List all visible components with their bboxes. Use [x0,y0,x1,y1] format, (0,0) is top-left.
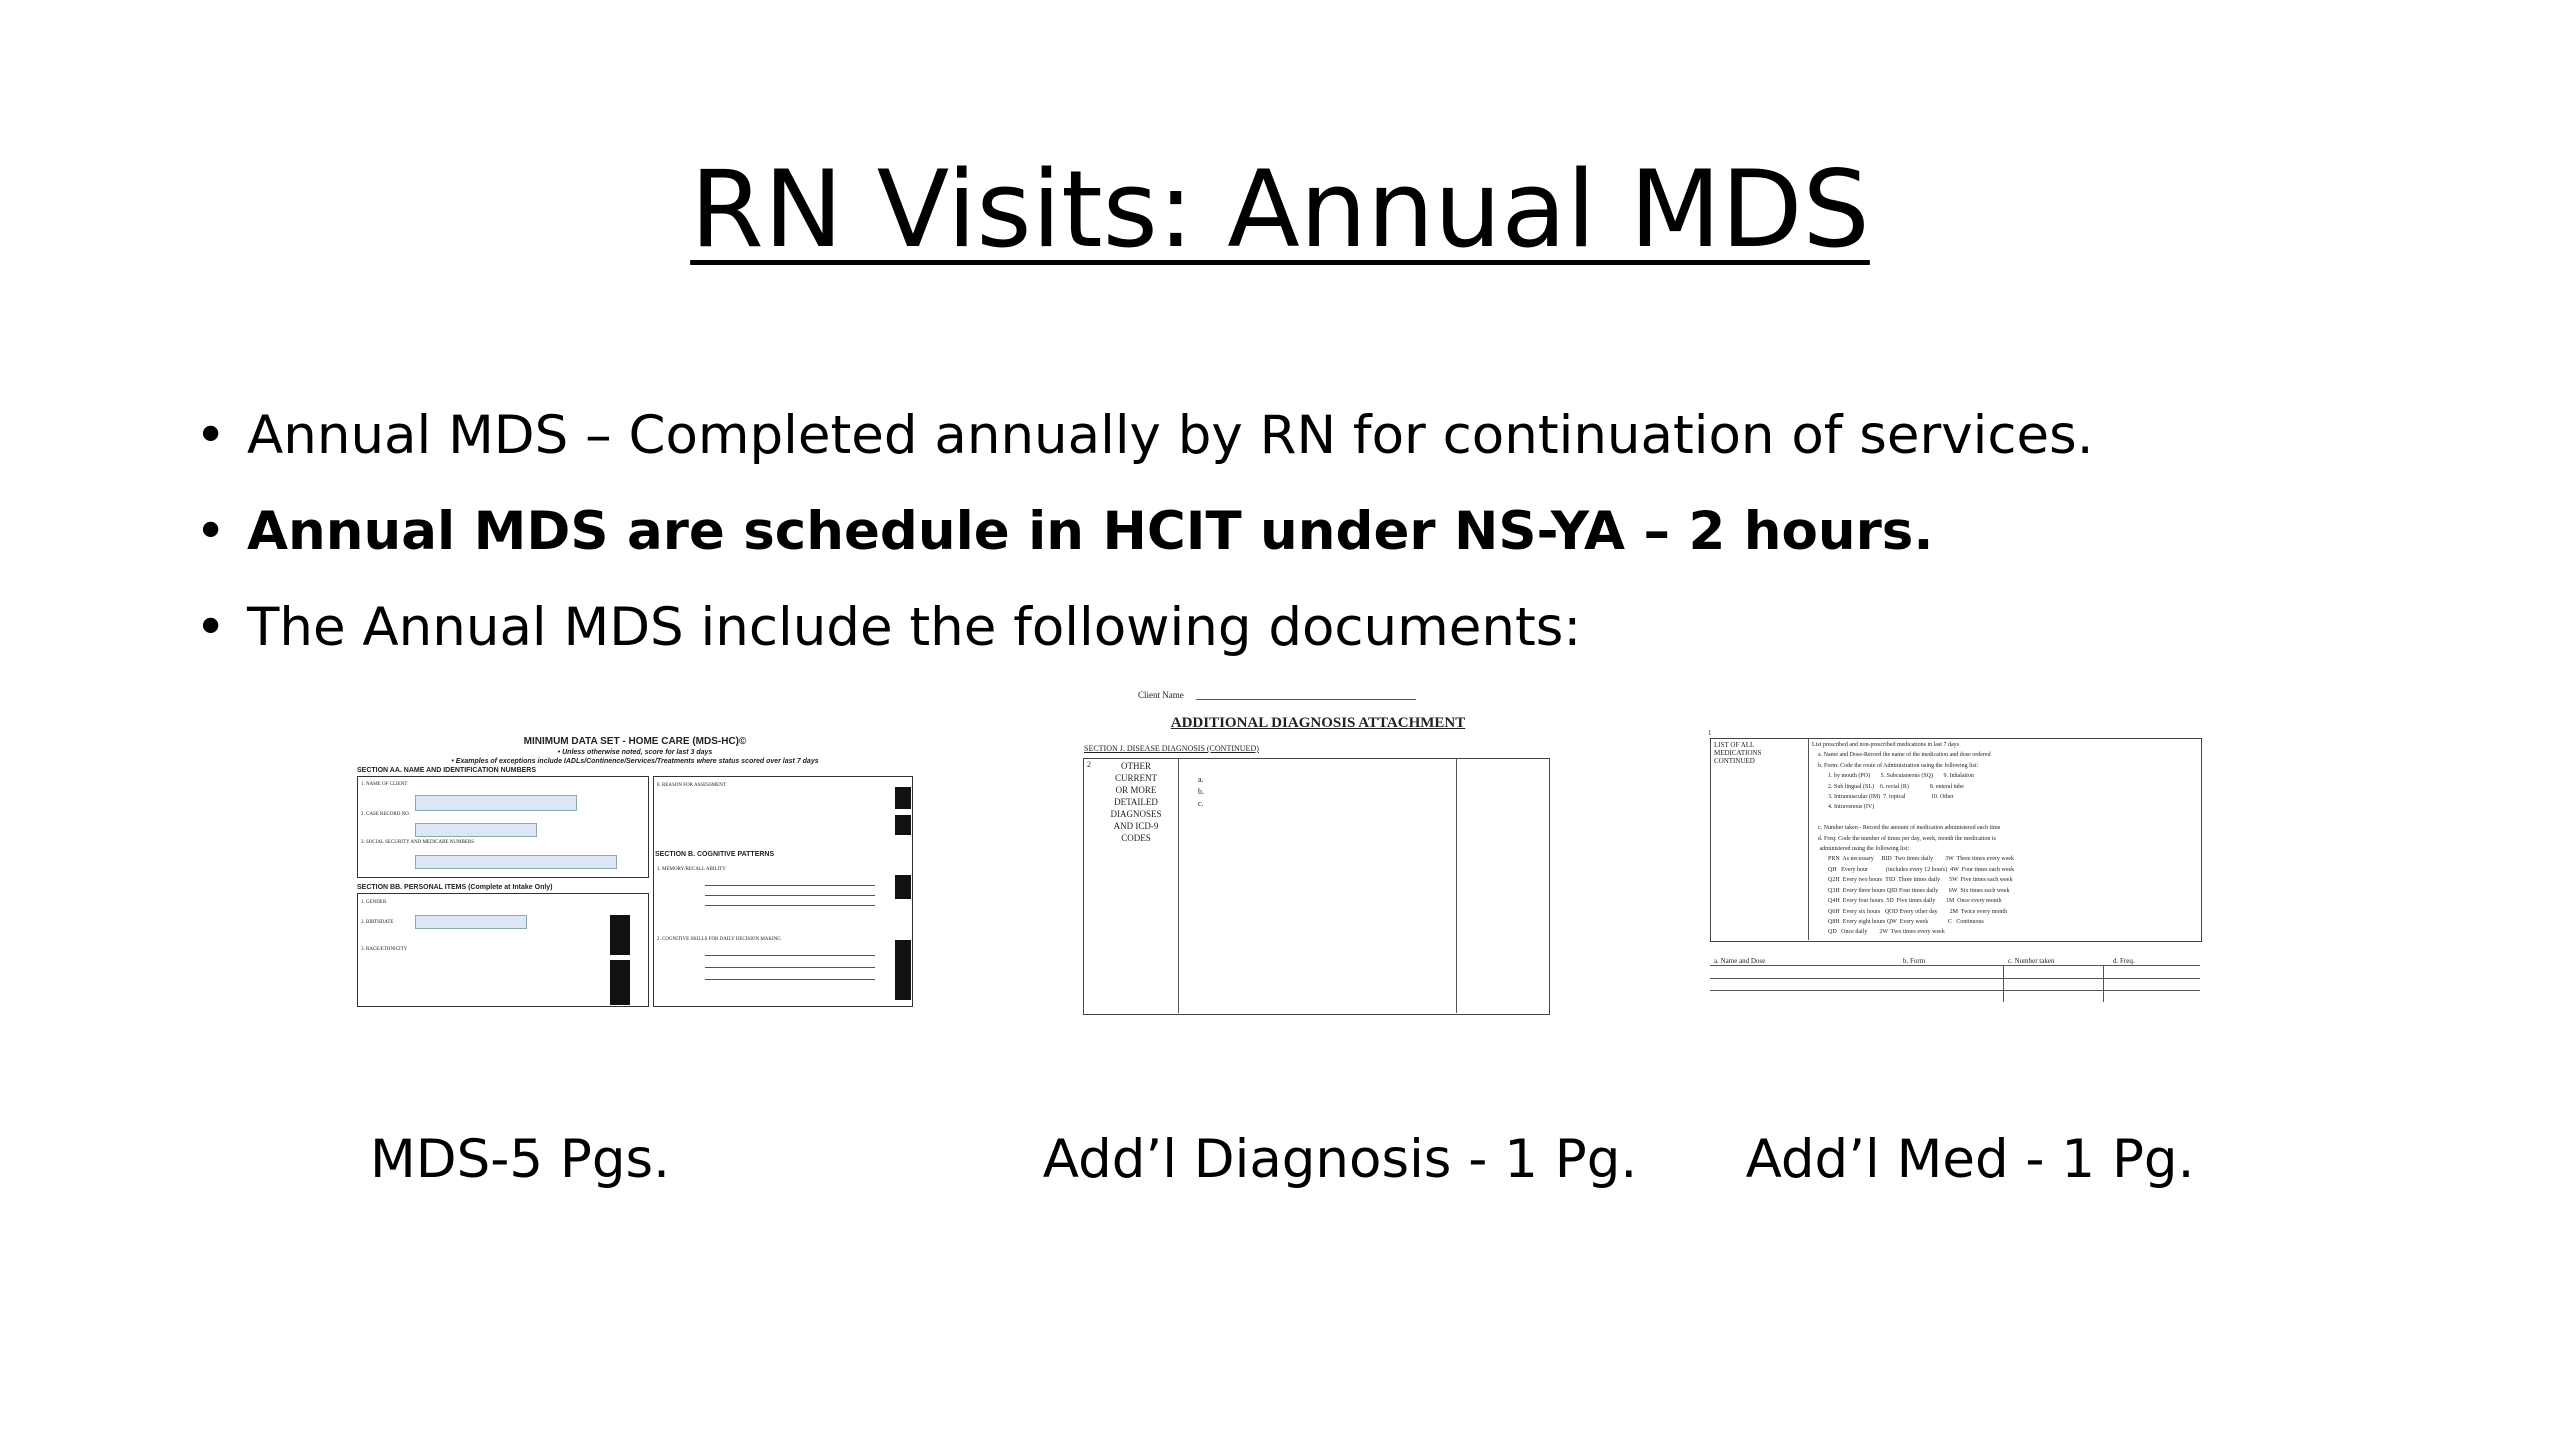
mds-left-label: 2. BIRTHDATE [361,920,394,925]
bullet-item [195,484,2094,580]
mds-left-label: 3. SOCIAL SECURITY AND MEDICARE NUMBERS [361,840,474,845]
mds-left-label: 2. CASE RECORD NO. [361,812,411,817]
diagnosis-letter: a. [1198,775,1204,784]
med-column-header: d. Freq. [2113,957,2135,965]
mds-note: • Examples of exceptions include IADLs/Continence/Services/Treatments where status scored over last 7 days [451,758,819,765]
diagnosis-letter: b. [1198,787,1204,796]
mds-section-aa: SECTION AA. NAME AND IDENTIFICATION NUMBERS [357,767,537,774]
mds-section-b: SECTION B. COGNITIVE PATTERNS [655,851,775,858]
diagnosis-letter: c. [1198,799,1204,808]
slide-title: RN Visits: Annual MDS [690,148,1870,271]
med-column-header: c. Number taken [2008,957,2055,965]
mds-right-label: 1. MEMORY/RECALL ABILITY [657,867,726,872]
diagnosis-row-number: 2 [1087,760,1091,769]
med-row-number: 1 [1708,729,1712,737]
bullet-glyph: • [195,405,227,466]
diagnosis-client-name: Client Name [1138,690,1184,700]
bullet-glyph: • [195,597,227,658]
mds-left-label: 3. RACE/ETHNICITY [361,947,408,952]
diagnosis-cell-label: OTHER CURRENT OR MORE DETAILED DIAGNOSES AND ICD-9 CODES [1110,761,1162,843]
diagnosis-attachment-thumbnail [1078,686,1558,1016]
bullet-item [195,580,2094,676]
bullet-list [195,388,2094,676]
bullet-text: The Annual MDS include the following documents: [247,597,1582,658]
mds-form-thumbnail [355,735,915,1007]
bullet-text: Annual MDS are schedule in HCIT under NS-YA – 2 hours. [247,501,1934,562]
diagnosis-section: SECTION J. DISEASE DIAGNOSIS (CONTINUED) [1084,744,1259,753]
bullet-item [195,388,2094,484]
caption-mds: MDS-5 Pgs. [370,1129,670,1190]
mds-left-label: 1. GENDER [361,900,387,905]
mds-heading: MINIMUM DATA SET - HOME CARE (MDS-HC)© [523,736,747,747]
bullet-text: Annual MDS – Completed annually by RN for continuation of services. [247,405,2094,466]
med-instructions: List prescribed and non-prescribed medications in last 7 days a. Name and Dose-Record the name of the medication and dose ordered b. Form: Code the route of Administration using the following list: 1. by mouth (PO) 5. Subcutaneous (SQ) 9. Inhalation 2. Sub lingual (SL) 6. rectal (R) 8. enteral tube 3. Intramuscular (IM) 7. topical 10. Other 4. Intravenous (IV) c. Number taken - Record the amount of medication administered each time d. Freq: Code the number of times per day, week, month the medication is administered using the following list: PRN As necessary BID Two times daily 3W Three times every week QH Every hour (includes every 12 hours) 4W Four times each week Q2H Every two hours TID Three times daily 5W Five times each week Q3H Every three hours QID Four times daily 6W Six times each week Q4H Every four hours 5D Five times daily 1M Once every month Q6H Every six hours QOD Every other day 2M Twice every month Q8H Every eight hours QW Every week C Continuous QD Once daily 2W Two times every week [1812,742,2015,936]
mds-right-label: 2. COGNITIVE SKILLS FOR DAILY DECISION MAKING [657,937,781,942]
caption-medication: Add’l Med - 1 Pg. [1745,1129,2195,1190]
caption-diagnosis: Add’l Diagnosis - 1 Pg. [1042,1129,1638,1190]
mds-right-label: 8. REASON FOR ASSESSMENT [657,783,726,788]
bullet-glyph: • [195,501,227,562]
med-left-label: LIST OF ALL MEDICATIONS CONTINUED [1714,741,1762,765]
med-column-header: b. Form [1903,957,1926,965]
mds-subheading: • Unless otherwise noted, score for last 3 days [557,749,713,756]
mds-left-label: 1. NAME OF CLIENT [361,782,408,787]
diagnosis-heading: ADDITIONAL DIAGNOSIS ATTACHMENT [1170,715,1466,731]
mds-section-bb: SECTION BB. PERSONAL ITEMS (Complete at Intake Only) [357,884,553,891]
med-column-header: a. Name and Dose [1714,957,1766,965]
medication-sheet-thumbnail [1708,728,2208,1008]
